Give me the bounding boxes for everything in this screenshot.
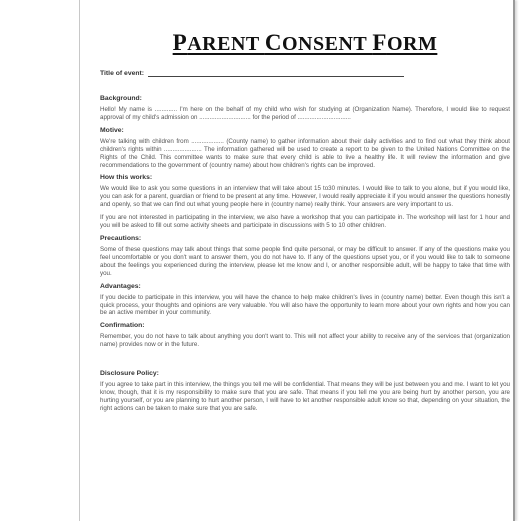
advantages-heading: Advantages: xyxy=(100,282,141,290)
advantages-text: If you decide to participate in this interview, you will have the chance to help make children's lives in (country name) better. Even though this isn't a quick process, your thoughts and opinions are very valuable. You will also have the opportunity to learn more about your own rights and how you can be an active member in your community. xyxy=(100,293,510,317)
background-heading: Background: xyxy=(100,95,142,102)
confirmation-text: Remember, you do not have to talk about anything you don't want to. This will not affect your ability to receive any of the services that (organization name) provides now or in the future. xyxy=(100,333,510,349)
title-initial-p: P xyxy=(172,30,188,55)
how-this-works-text-1: We would like to ask you some questions in an interview that will take about 15 to30 minutes. I would like to talk to you alone, but if you would like, you can ask for a parent, guardian or friend to be present at any time. However, I would really appreciate it if you would answer the questions honestly and openly, so that we can find out what young people here in (country name) really think. Your answers are very important to us. xyxy=(100,185,510,209)
confirmation-heading: Confirmation: xyxy=(100,322,145,330)
title-of-event-label: Title of event: xyxy=(100,70,145,77)
disclosure-text: If you agree to take part in this interview, the things you tell me will be confidential. That means they will be just between you and me. I want to let you know, though, that it is my responsibility to make sure that you are safe. That means if you tell me you are being hurt by another person, you are hurting yourself, or you are planning to hurt another person, I will have to let another responsible adult know so that, depending on your situation, the right actions can be taken to make sure that you are safe. xyxy=(100,381,510,412)
title-of-event-row xyxy=(100,70,510,77)
title-of-event-blank[interactable] xyxy=(148,70,404,77)
page-title xyxy=(100,30,510,56)
disclosure-heading: Disclosure Policy: xyxy=(100,370,159,378)
motive-text: We're talking with children from ................... (County name) to gather information about their daily activities and to find out what they think about children's rights within ...................... The information gathered will be used to create a report to be given to the United Nations Committee on the Rights of the Child. This committee wants to make sure that every child is able to live a healthy life. It will review the information and give recommendations to the government of (country name) about how children's rights can be improved. xyxy=(100,137,510,169)
background-text: Hello! My name is ............. I'm here on the behalf of my child who wish for studying at (Organization Name). Therefore, I would like to request approval of my child's admission on .............................. for the period of ............................... xyxy=(100,106,510,121)
precautions-text: Some of these questions may talk about things that some people find quite personal, or may be difficult to answer. If any of the questions make you feel uncomfortable or you don't want to answer them, you do not have to. If any of the questions upset you, or if you would like to talk to someone about the feelings you experienced during the interview, please let me know and I, or another responsible adult, will be happy to take that time with you. xyxy=(100,245,510,277)
title-initial-f: F xyxy=(372,30,387,55)
document-content xyxy=(100,30,510,418)
motive-heading: Motive: xyxy=(100,126,124,134)
title-word-parent: ARENT xyxy=(187,33,265,55)
title-word-form: ORM xyxy=(386,33,438,55)
title-word-consent: ONSENT xyxy=(282,33,373,55)
title-initial-c: C xyxy=(264,30,282,55)
precautions-heading: Precautions: xyxy=(100,234,142,242)
how-this-works-text-2: If you are not interested in participating in the interview, we also have a workshop that you can participate in. The workshop will last for 1 hour and you will be asked to fill out some activity sheets and participate in discussions with 5 to 10 other children. xyxy=(100,214,510,230)
how-this-works-heading: How this works: xyxy=(100,174,153,182)
